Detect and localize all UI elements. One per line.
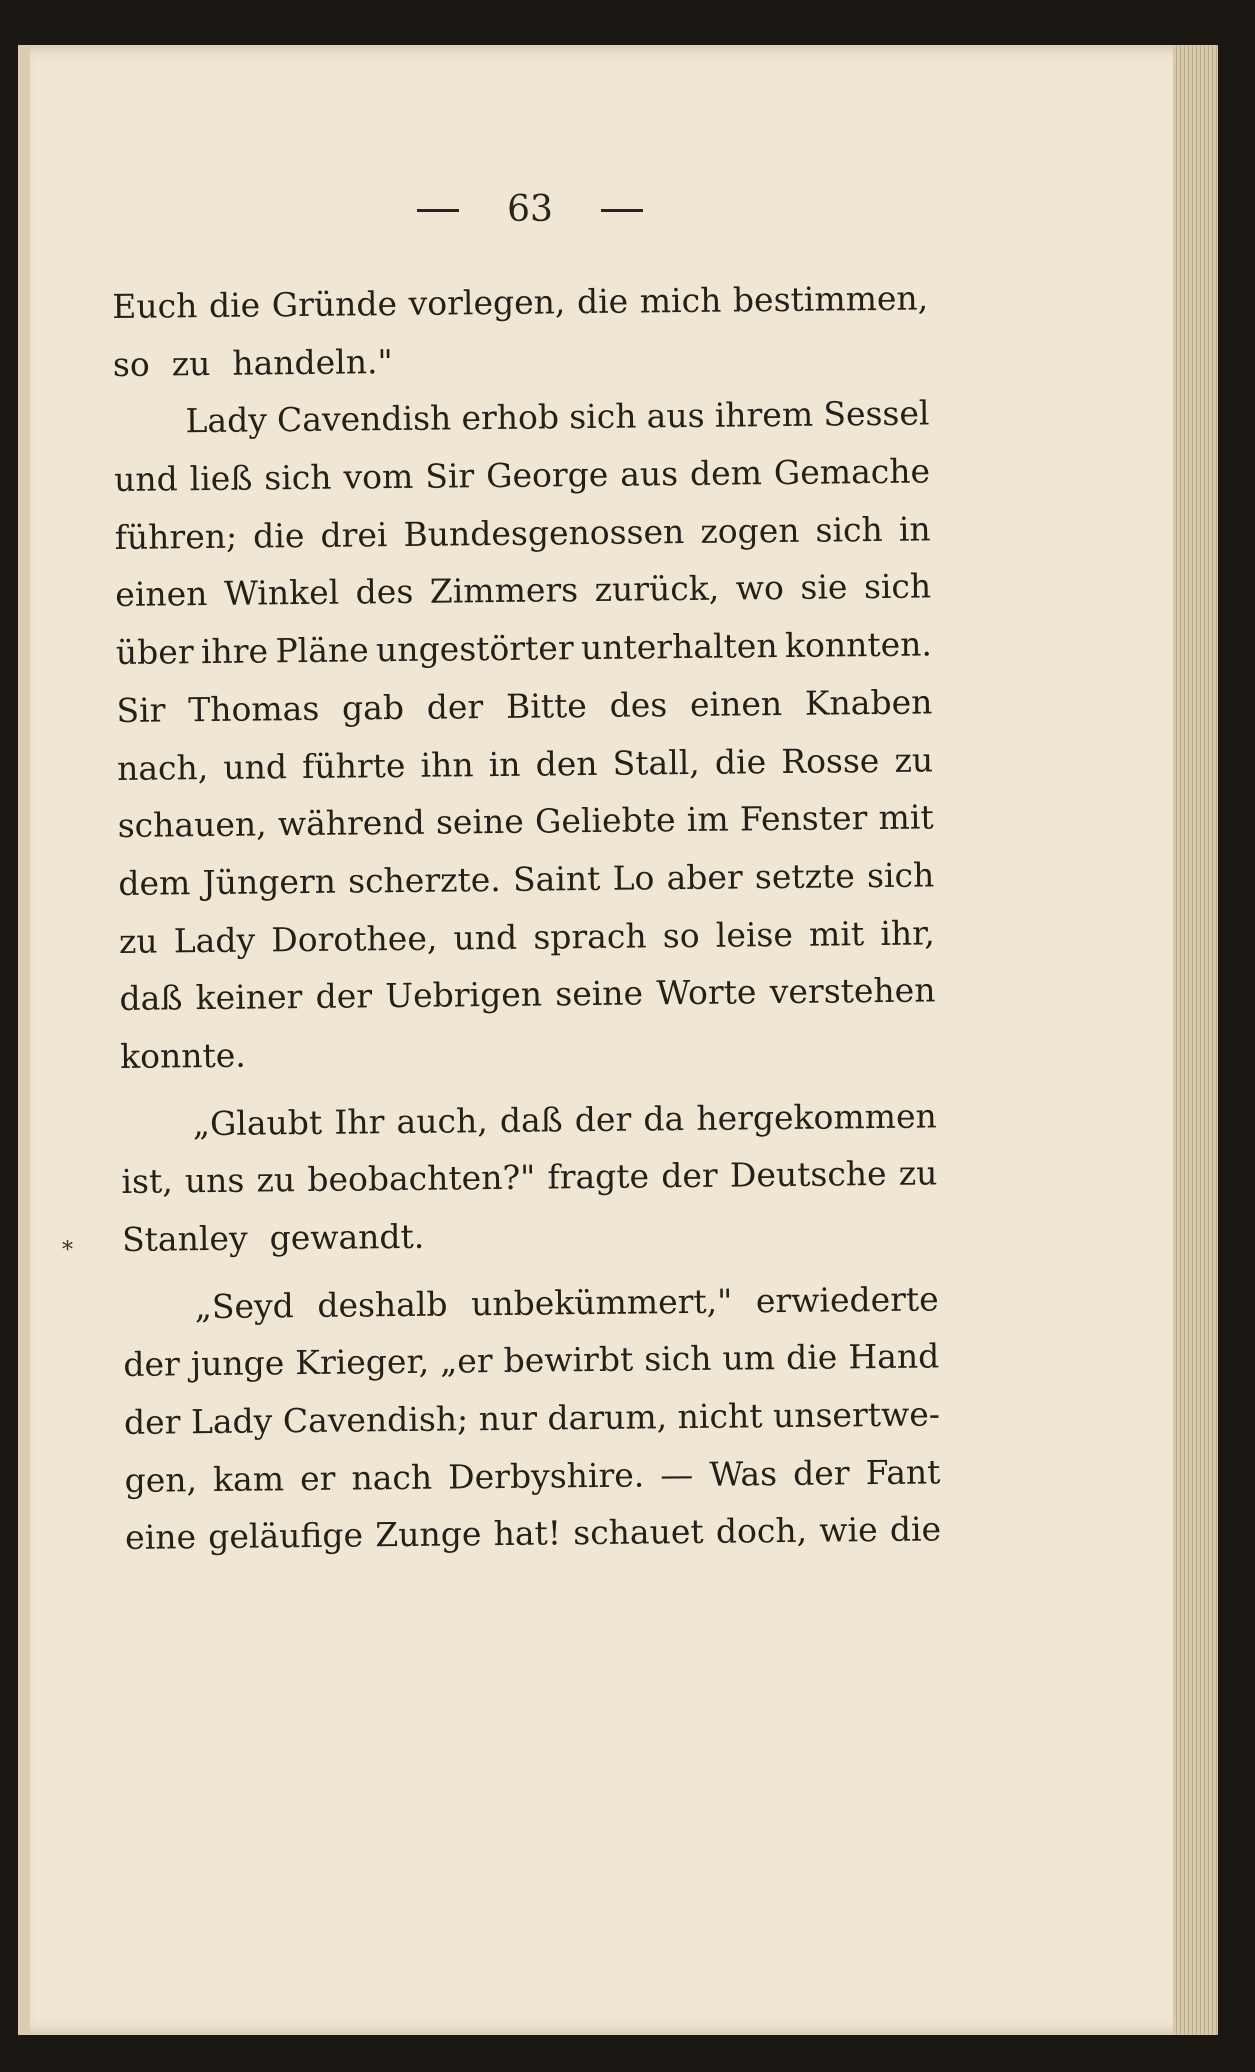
- word: „Glaubt: [192, 1102, 323, 1143]
- word: sprach: [533, 916, 647, 957]
- word: aus: [646, 396, 705, 436]
- text-line: [116, 673, 933, 739]
- word: junge: [190, 1343, 285, 1384]
- text-line: [113, 385, 930, 451]
- word: des: [355, 572, 414, 612]
- word: aber: [666, 857, 743, 898]
- word: erhob: [461, 397, 560, 438]
- word: sich: [569, 396, 637, 437]
- body-text: [112, 269, 941, 1567]
- word: ihre: [200, 631, 269, 672]
- word: sich: [815, 509, 883, 550]
- word: vom: [343, 456, 414, 497]
- word: und: [453, 917, 518, 958]
- word: Cavendish: [276, 398, 452, 440]
- word: der: [426, 686, 484, 727]
- word: der: [315, 976, 373, 1017]
- word: mit: [808, 913, 865, 954]
- word: Dorothee,: [271, 918, 438, 959]
- word: Lo: [612, 858, 655, 898]
- word: Lady: [185, 400, 268, 441]
- word: —: [660, 1454, 694, 1495]
- word: zu: [894, 739, 934, 780]
- word: Lady: [173, 920, 256, 960]
- word: ungestörter: [375, 628, 574, 670]
- text-line: [122, 1202, 939, 1268]
- word: aus: [620, 454, 679, 494]
- ink-speck: *: [62, 1238, 73, 1263]
- word: auch,: [396, 1100, 488, 1141]
- word: hat!: [493, 1513, 562, 1554]
- word: nach: [351, 1457, 433, 1498]
- word: ihrem: [714, 395, 814, 436]
- word: der: [574, 1099, 632, 1139]
- text-line: [121, 1145, 938, 1211]
- word: so: [112, 344, 150, 384]
- word: gen,: [124, 1459, 198, 1500]
- word: Rosse: [781, 740, 880, 781]
- word: schauen,: [117, 804, 267, 846]
- word: nach,: [116, 747, 209, 788]
- word: scherzte.: [347, 859, 501, 901]
- word: nur: [478, 1398, 538, 1439]
- word: Stanley: [121, 1218, 248, 1259]
- word: Euch: [112, 286, 198, 326]
- text-line: [120, 1019, 937, 1085]
- word: Winkel: [223, 573, 340, 614]
- word: beobachten?": [307, 1157, 536, 1200]
- text-line: [119, 962, 936, 1028]
- text-line: [124, 1443, 941, 1509]
- word: die: [785, 1337, 838, 1378]
- word: Gemache: [773, 451, 931, 493]
- word: er: [299, 1458, 336, 1498]
- word: hergekommen: [696, 1096, 937, 1138]
- word: wie: [819, 1510, 878, 1551]
- header-dash-left: [417, 209, 459, 212]
- word: die: [252, 515, 305, 556]
- word: Fenster: [739, 798, 868, 839]
- word: zu: [898, 1153, 938, 1194]
- word: zurück,: [594, 569, 720, 610]
- page-number: 63: [507, 189, 553, 230]
- word: Sessel: [823, 393, 930, 434]
- word: deshalb: [317, 1284, 448, 1325]
- page-edges: [1173, 45, 1218, 2035]
- word: die: [714, 741, 767, 782]
- word: Ihr: [334, 1101, 385, 1142]
- word: sich: [264, 457, 332, 498]
- word: seine: [435, 801, 524, 842]
- word: Pläne: [275, 630, 369, 671]
- word: Gründe: [271, 284, 398, 325]
- word: ihn: [420, 744, 474, 785]
- word: während: [277, 802, 425, 844]
- header-dash-right: [601, 209, 643, 212]
- word: Thomas: [188, 688, 320, 730]
- word: in: [488, 744, 521, 784]
- word: uns: [184, 1160, 245, 1201]
- word: keiner: [195, 977, 303, 1018]
- text-line: [115, 558, 932, 624]
- word: Sir: [425, 456, 475, 496]
- word: führen;: [114, 516, 238, 557]
- word: Zimmers: [429, 570, 579, 612]
- text-line: [117, 731, 934, 797]
- word: sich: [644, 1339, 712, 1379]
- word: der: [123, 1344, 181, 1385]
- gutter-strip: [18, 45, 30, 2035]
- word: konnte.: [119, 1035, 247, 1076]
- word: dem: [689, 453, 763, 494]
- word: zu: [171, 343, 211, 384]
- text-line: [118, 846, 935, 912]
- word: Hand: [848, 1336, 940, 1377]
- text-line: [123, 1328, 940, 1394]
- text-line: [113, 327, 930, 393]
- word: ist,: [121, 1161, 173, 1202]
- word: die: [576, 281, 629, 322]
- word: die: [208, 285, 261, 325]
- word: Saint: [512, 858, 601, 899]
- word: George: [485, 454, 609, 496]
- word: ließ: [189, 458, 253, 499]
- word: Derbyshire.: [447, 1455, 645, 1497]
- word: doch,: [715, 1511, 808, 1552]
- word: nicht: [677, 1396, 763, 1437]
- word: führte: [301, 745, 406, 786]
- word: die: [889, 1509, 942, 1550]
- word: des: [609, 685, 668, 725]
- text-line: [124, 1385, 941, 1451]
- text-line: [122, 1270, 939, 1336]
- word: verstehen: [769, 970, 936, 1012]
- word: und: [223, 746, 288, 787]
- word: so: [662, 915, 700, 955]
- word: Bundesgenossen: [403, 511, 685, 554]
- word: da: [643, 1098, 685, 1139]
- word: „Seyd: [194, 1285, 294, 1326]
- word: ihr,: [880, 912, 936, 953]
- word: schauet: [573, 1512, 704, 1553]
- word: sie: [800, 567, 848, 608]
- word: daß: [499, 1099, 563, 1140]
- word: daß: [119, 978, 183, 1019]
- word: gab: [341, 687, 405, 728]
- text-line: [121, 1087, 938, 1153]
- word: erwiederte: [755, 1279, 939, 1320]
- word: eine: [124, 1517, 197, 1558]
- word: Uebrigen: [385, 974, 543, 1016]
- word: gewandt.: [269, 1216, 425, 1258]
- word: unbekümmert,": [470, 1281, 733, 1323]
- word: über: [115, 632, 194, 673]
- word: leise: [715, 914, 794, 955]
- word: den: [535, 743, 598, 784]
- word: zu: [256, 1160, 296, 1200]
- text-line: [117, 789, 934, 855]
- word: in: [898, 509, 931, 549]
- word: seine: [555, 973, 644, 1014]
- word: Was: [709, 1453, 778, 1494]
- word: geläufige: [208, 1515, 364, 1557]
- word: Lady: [190, 1401, 273, 1442]
- word: Sir: [116, 690, 166, 730]
- text-line: [114, 500, 931, 566]
- word: darum,: [547, 1397, 668, 1438]
- word: und: [113, 459, 178, 500]
- word: drei: [320, 514, 388, 555]
- word: sich: [863, 566, 932, 607]
- text-line: [112, 269, 929, 335]
- word: Cavendish;: [282, 1399, 469, 1441]
- word: Deutsche: [729, 1154, 887, 1195]
- word: konnten.: [784, 624, 933, 666]
- word: einen: [689, 683, 783, 724]
- word: sich: [866, 855, 935, 896]
- word: Knaben: [804, 682, 933, 723]
- word: setzte: [754, 856, 856, 897]
- word: im: [686, 799, 729, 840]
- page-header: [360, 180, 700, 240]
- word: Bitte: [505, 685, 588, 726]
- word: unterhalten: [580, 626, 778, 668]
- word: der: [123, 1402, 181, 1442]
- word: dem: [118, 863, 191, 903]
- text-line: [119, 904, 936, 970]
- word: Krieger,: [295, 1342, 430, 1383]
- word: mit: [878, 797, 934, 838]
- word: Worte: [656, 972, 757, 1013]
- word: Stall,: [612, 742, 700, 783]
- word: um: [722, 1338, 776, 1379]
- word: vorlegen,: [408, 282, 566, 323]
- word: handeln.": [232, 341, 393, 383]
- word: zu: [118, 921, 158, 961]
- word: bestimmen,: [732, 278, 929, 320]
- word: der: [661, 1156, 718, 1196]
- word: Geliebte: [534, 800, 676, 841]
- text-line: [116, 616, 933, 682]
- word: kam: [212, 1459, 285, 1499]
- word: bewirbt: [503, 1339, 634, 1381]
- word: wo: [735, 568, 785, 608]
- word: zogen: [700, 510, 800, 551]
- word: einen: [115, 574, 208, 615]
- word: Zunge: [375, 1514, 482, 1555]
- word: Jüngern: [202, 861, 337, 902]
- word: fragte: [547, 1156, 650, 1197]
- word: Fant: [865, 1452, 941, 1492]
- word: unsertwe-: [772, 1394, 941, 1436]
- word: mich: [639, 280, 722, 321]
- word: der: [792, 1453, 850, 1493]
- word: „er: [439, 1341, 493, 1381]
- text-line: [114, 443, 931, 509]
- text-line: [125, 1501, 942, 1567]
